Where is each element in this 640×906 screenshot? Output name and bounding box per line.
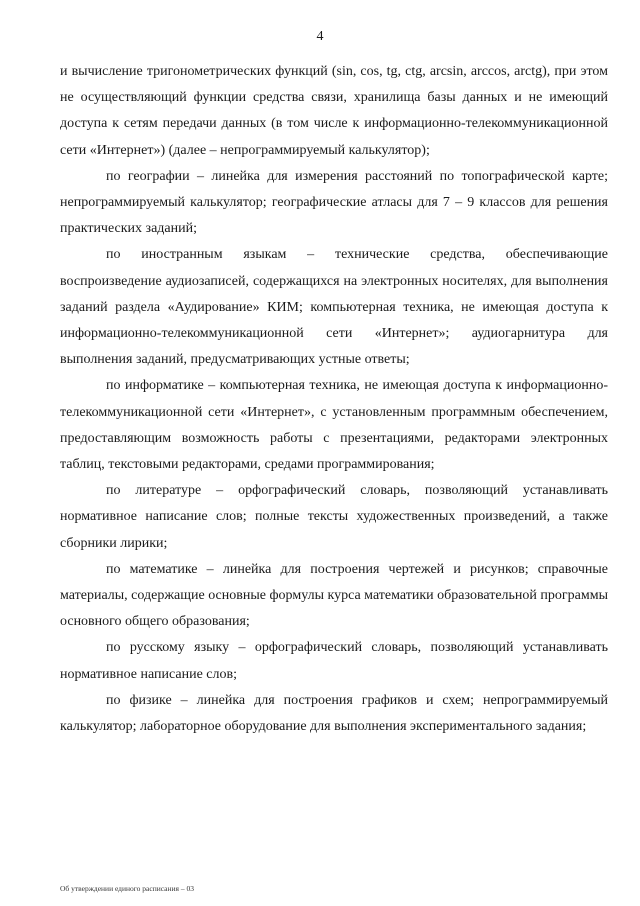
paragraph-informatics: по информатике – компьютерная техника, не имеющая доступа к информационно-телекоммуникационной сети «Интернет», с установленным программным обеспечением, предоставляющим возможность работы с презентациями, редакторами электронных таблиц, текстовыми редакторами, средами программирования; [60,378,608,473]
paragraph-literature: по литературе – орфографический словарь, позволяющий устанавливать нормативное написание слов; полные тексты художественных произведений, а также сборники лирики; [60,483,608,551]
paragraph-calculator-definition: и вычисление тригонометрических функций (sin, cos, tg, ctg, arcsin, arccos, arctg), при этом не осуществляющий функции средства связи, хранилища базы данных и не имеющий доступа к сетям передачи данных (в том числе к информационно-телекоммуникационной сети «Интернет») (далее – непрограммируемый калькулятор); [60,64,608,158]
footer-document-reference: Об утверждении единого расписания – 03 [60,884,194,893]
paragraph-physics: по физике – линейка для построения графиков и схем; непрограммируемый калькулятор; лабораторное оборудование для выполнения экспериментального задания; [60,692,608,735]
paragraph-geography: по географии – линейка для измерения расстояний по топографической карте; непрограммируемый калькулятор; географические атласы для 7 – 9 классов для решения практических заданий; [60,168,608,237]
document-body [60,59,608,740]
paragraph-mathematics: по математике – линейка для построения чертежей и рисунков; справочные материалы, содержащие основные формулы курса математики образовательной программы основного общего образования; [60,561,608,630]
paragraph-russian-language: по русскому языку – орфографический словарь, позволяющий устанавливать нормативное написание слов; [60,640,608,682]
paragraph-foreign-languages: по иностранным языкам – технические средства, обеспечивающие воспроизведение аудиозаписей, содержащихся на электронных носителях, для выполнения заданий раздела «Аудирование» КИМ; компьютерная техника, не имеющая доступа к информационно-телекоммуникационной сети «Интернет»; аудиогарнитура для выполнения заданий, предусматривающих устные ответы; [60,247,608,368]
page-number: 4 [316,29,324,44]
